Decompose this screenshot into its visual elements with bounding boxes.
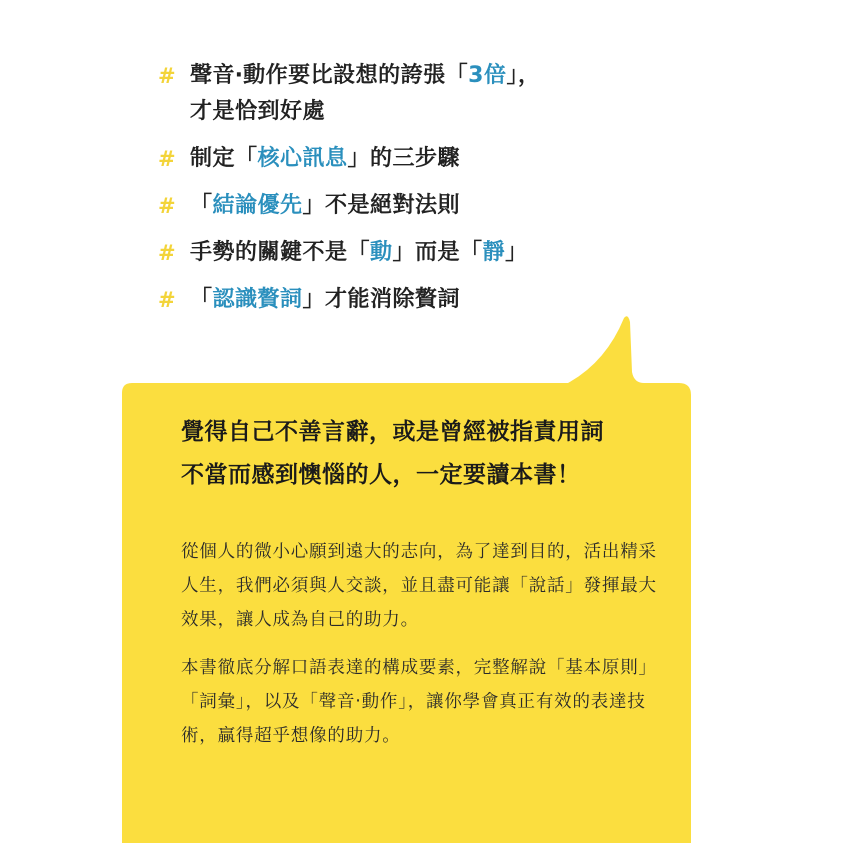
bullet-text: 「 — [190, 287, 213, 312]
hashtag-icon: # — [158, 147, 177, 171]
bullet-highlight: 結論優先 — [212, 193, 303, 218]
bullet-text: 手勢的關鍵不是「 — [190, 240, 371, 265]
bullet-text: 」， — [506, 63, 541, 88]
bullet-text: 」不是絕對法則 — [302, 193, 461, 218]
bullet-text: 」的三步驟 — [347, 146, 461, 171]
bullet-text: 」才能消除贅詞 — [302, 287, 461, 312]
headline-line-1: 覺得自己不善言辭，或是曾經被指責用詞 — [181, 419, 604, 445]
bubble-paragraph-2: 本書徹底分解口語表達的構成要素，完整解說「基本原則」「詞彙」，以及「聲音‧動作」，讓你學會真正有效的表達技術，贏得超乎想像的助力。 — [181, 658, 657, 746]
speech-bubble-content — [181, 411, 671, 767]
bullet-highlight: 認識贅詞 — [212, 287, 303, 312]
bullet-text: 」而是「 — [392, 240, 483, 265]
bullet-highlight: 3倍 — [468, 63, 507, 88]
bullet-text: 「 — [190, 193, 213, 218]
bullet-text: 」 — [505, 240, 528, 265]
bullet-text: 制定「 — [190, 146, 258, 171]
hashtag-icon: # — [158, 64, 177, 88]
hashtag-icon: # — [158, 241, 177, 265]
bullet-highlight: 動 — [370, 240, 393, 265]
hashtag-icon: # — [158, 194, 177, 218]
bullet-highlight: 靜 — [482, 240, 506, 265]
headline-line-2: 不當而感到懊惱的人，一定要讀本書！ — [181, 462, 581, 488]
hashtag-icon: # — [158, 288, 177, 312]
bullet-text: 聲音‧動作要比設想的誇張「 — [190, 63, 469, 88]
bullet-text-line2: 才是恰到好處 — [190, 99, 326, 124]
bullet-highlight: 核心訊息 — [257, 146, 348, 171]
bubble-headline — [181, 411, 671, 497]
bubble-paragraph-1: 從個人的微小心願到遠大的志向，為了達到目的，活出精采人生，我們必須與人交談，並且盡可能讓「說話」發揮最大效果，讓人成為自己的助力。 — [181, 542, 657, 630]
